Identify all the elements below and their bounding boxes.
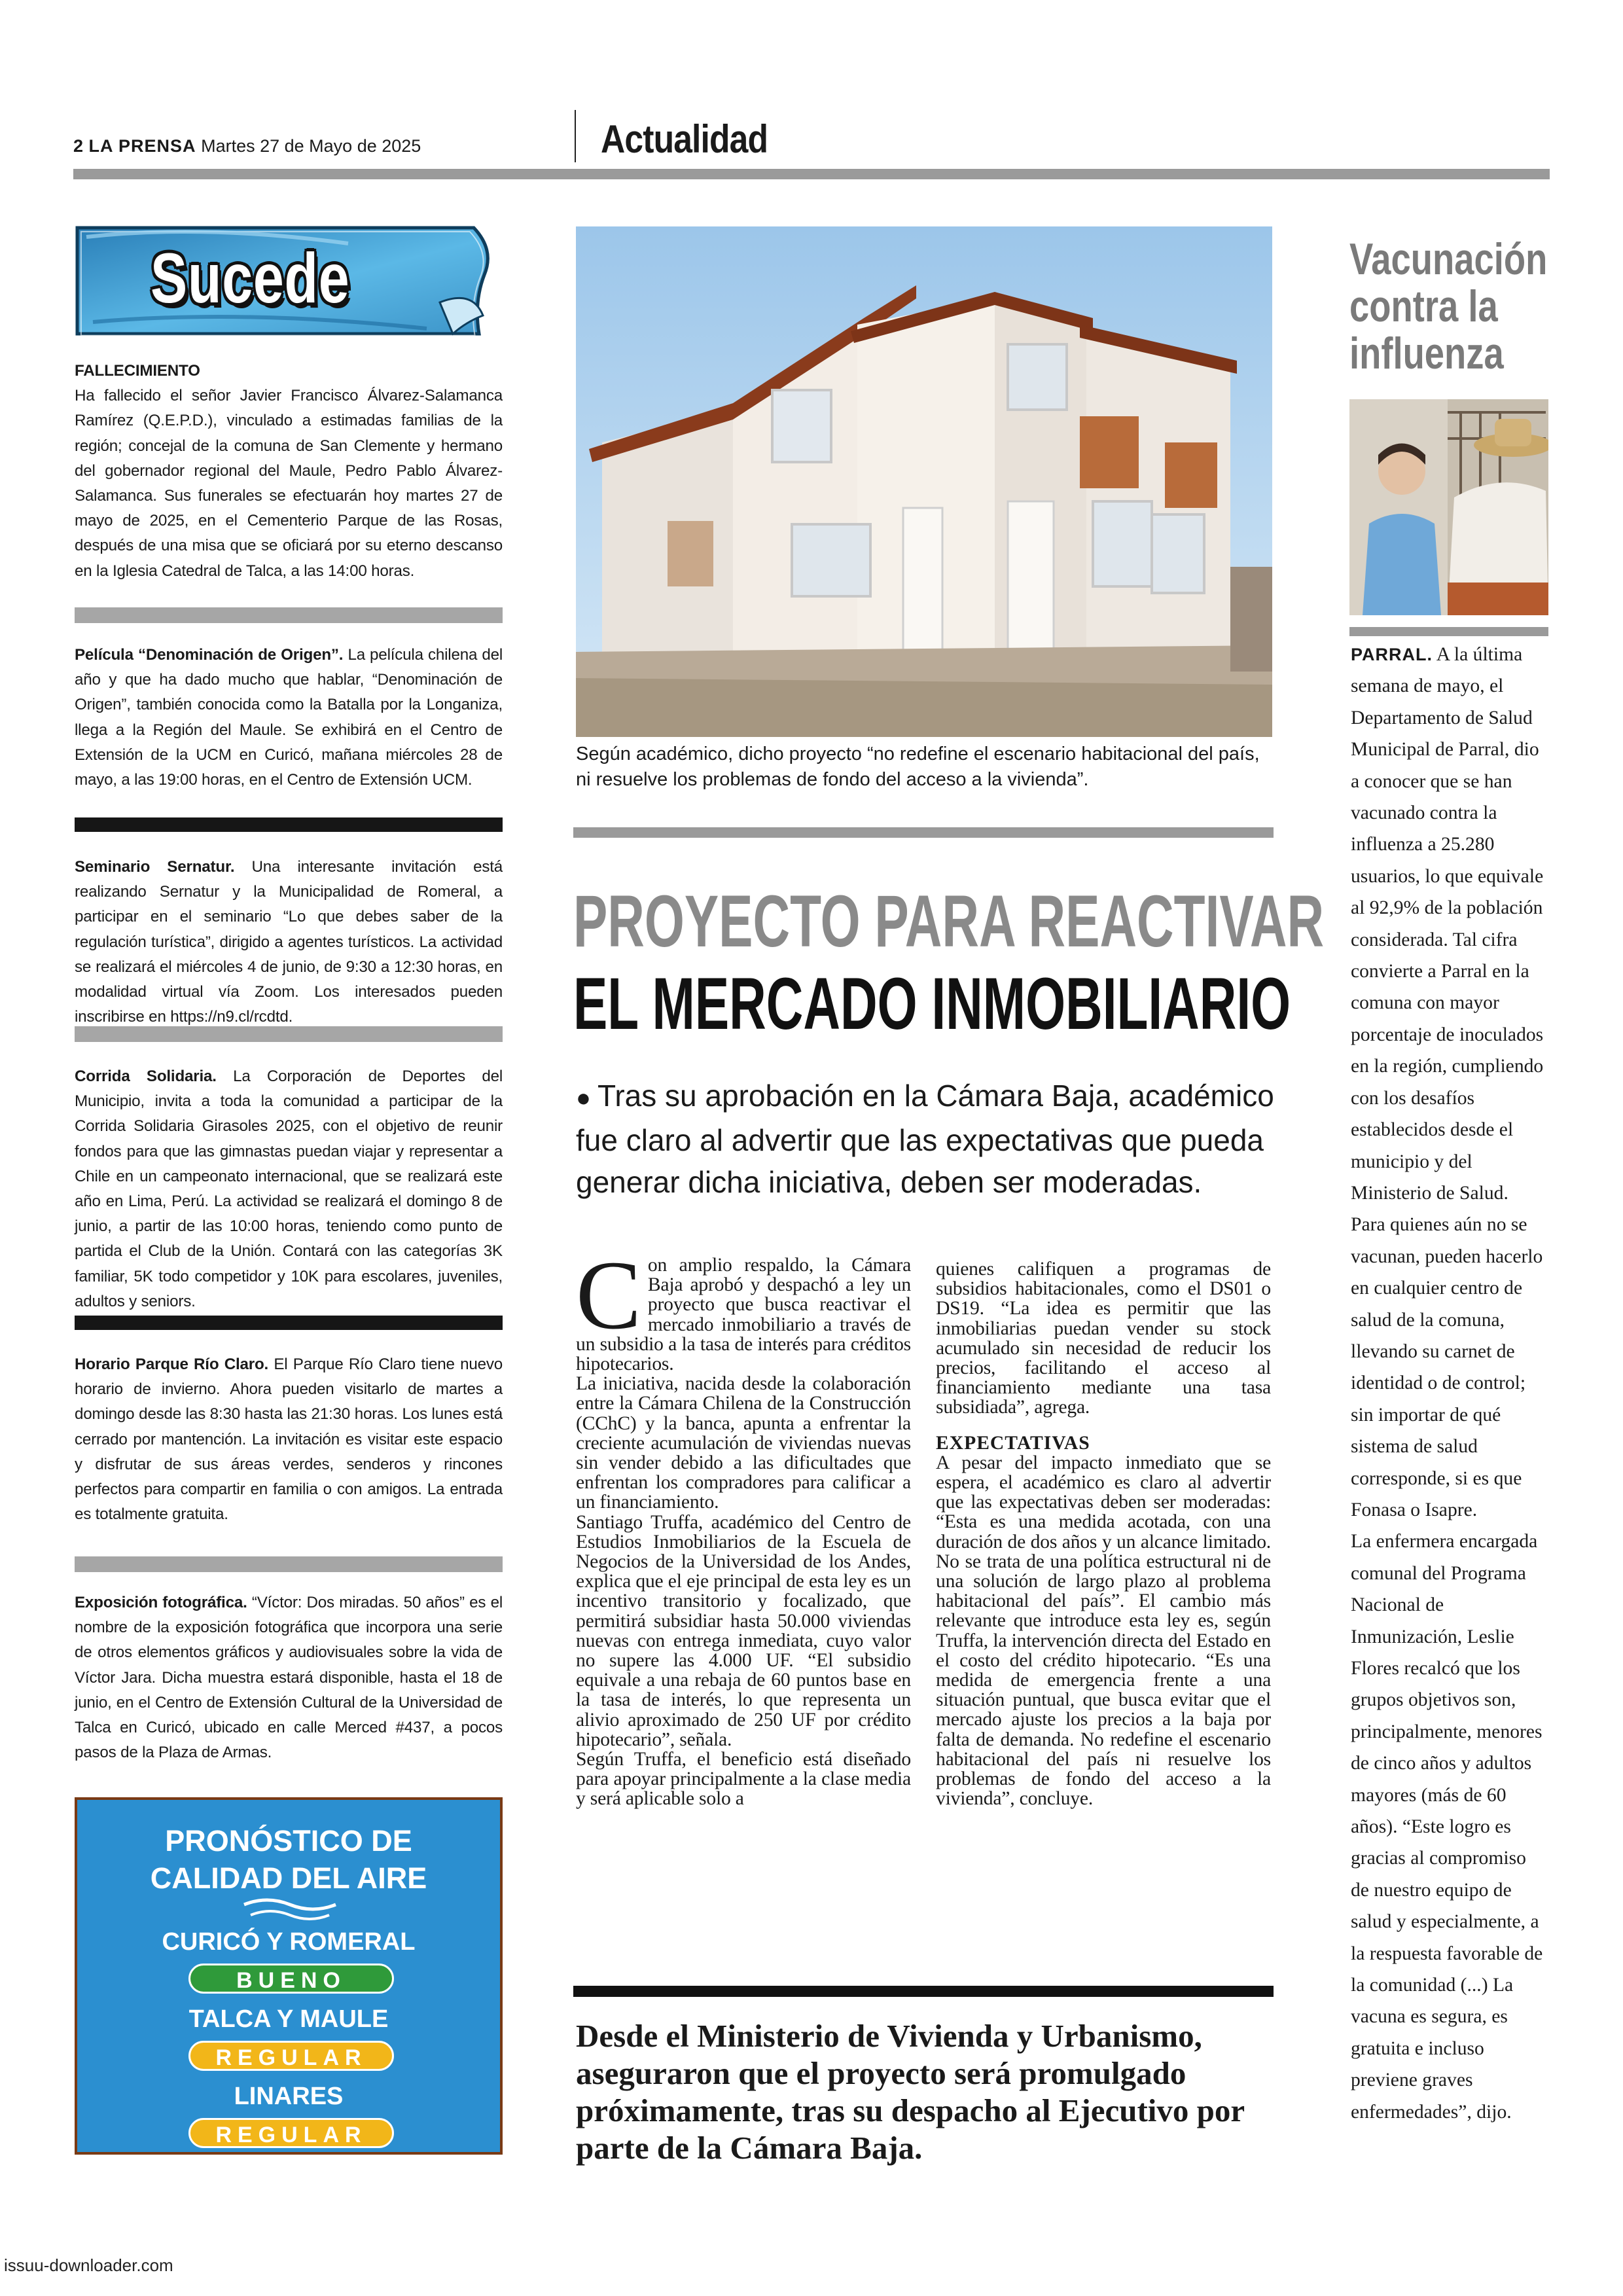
item-divider — [75, 817, 503, 832]
side-story-body — [1351, 639, 1547, 2128]
story-lead — [576, 1075, 1276, 1203]
air-quality-title — [77, 1822, 500, 1897]
story-column-1 — [576, 1241, 911, 1810]
issue-date: Martes 27 de Mayo de 2025 — [201, 136, 421, 156]
paragraph: on amplio respaldo, la Cámara Baja aprobó y despachó a ley un proyecto que busca reactivar el mercado inmobiliario a través de un subsidio a la tasa de interés para créditos hipotecarios. — [576, 1255, 911, 1375]
item-divider — [75, 1026, 503, 1042]
item-text: La Corporación de Deportes del Municipio, invita a toda la comunidad a participar de la Corrida Solidaria Girasoles 2025, con el objetivo de reunir fondos para que las gimnastas puedan viajar y representar a Chile en un campeonato internacional, que se realizará este año en Lima, Perú. La actividad se realizará el domingo 8 de junio, a partir de las 10:00 horas, teniendo como punto de partida el Club de la Unión. Contará con las categorías 3K familiar, 5K todo competidor y 10K para escolares, juveniles, adultos y seniors. — [75, 1067, 503, 1310]
paragraph: Santiago Truffa, académico del Centro de Estudios Inmobiliarios de la Escuela de Negocios de la Universidad de los Andes, explica que el eje principal de esta ley es un incentivo transitorio y focalizado, que permitirá subsidiar hasta 50.000 viviendas nuevas con entrega inmediata, cuyo valor no supere las 4.000 UF. “El subsidio equivale a una rebaja de 60 puntos base en la tasa de interés, lo que representa un alivio aproximado de 250 UF por crédito hipotecario”, señala. — [576, 1511, 911, 1750]
sucede-item-pelicula — [75, 643, 503, 793]
sucede-item-parque — [75, 1352, 503, 1527]
item-heading: Película “Denominación de Origen”. — [75, 646, 344, 664]
townhouse-illustration — [576, 226, 1272, 737]
item-divider — [75, 1556, 503, 1572]
bullet-icon: ● — [576, 1085, 591, 1112]
zone-status-badge: REGULAR — [188, 2118, 394, 2148]
paragraph: Según Truffa, el beneficio está diseñado para apoyar principalmente a la clase media y será aplicable solo a — [576, 1749, 911, 1810]
paragraph: La enfermera encargada comunal del Programa Nacional de Inmunización, Leslie Flores recalcó que los grupos objetivos son, principalmente, menores de cinco años y adultos mayores (más de 60 años). “Este logro es gracias al compromiso de nuestro equipo de salud y especialmente, a la respuesta favorable de la comunidad (...) La vacuna es segura, es gratuita e incluso previene graves enfermedades”, dijo. — [1351, 1531, 1543, 2123]
pull-quote: Desde el Ministerio de Vivienda y Urbanismo, aseguraron que el proyecto será promulgado próximamente, tras su despacho al Ejecutivo por parte de la Cámara Baja. — [576, 2018, 1245, 2166]
zone-name: CURICÓ Y ROMERAL — [162, 1928, 416, 1956]
side-title-line1: Vacunación — [1349, 234, 1548, 284]
headline-line2: EL MERCADO INMOBILIARIO — [573, 963, 1291, 1045]
sucede-title: Sucede — [151, 238, 350, 317]
item-text: Ha fallecido el señor Javier Francisco Álvarez-Salamanca Ramírez (Q.E.P.D.), vinculado a estimadas familias de la región; concejal de la comuna de San Clemente y hermano del gobernador regional del Maule, Pedro Pablo Álvarez-Salamanca. Sus funerales se efectuarán hoy martes 27 de mayo de 2025, en el Cementerio Parque de las Rosas, después de una misa que se oficiará por su eterno descanso en la Iglesia Catedral de Talca, a las 14:00 horas. — [75, 387, 503, 580]
sucede-item-seminario — [75, 855, 503, 1030]
vaccination-illustration — [1349, 399, 1548, 615]
side-story-rule — [1349, 627, 1548, 636]
vaccination-photo — [1349, 399, 1548, 615]
zone-name: TALCA Y MAULE — [188, 2005, 389, 2033]
header-divider — [575, 110, 576, 162]
item-text: La película chilena del año y que ha dado mucho que hablar, “Denominación de Origen”, también conocida como la Batalla por la Longaniza, llega a la Región del Maule. Se exhibirá en el Centro de Extensión de la UCM en Curicó, mañana miércoles 28 de mayo, a las 19:00 horas, en el Centro de Extensión UCM. — [75, 646, 503, 789]
subhead: EXPECTATIVAS — [936, 1432, 1090, 1454]
housing-photo — [576, 226, 1272, 737]
paragraph: A pesar del impacto inmediato que se espera, el académico es claro al advertir que las expectativas deben ser moderadas: “Esta es una medida acotada, con una duración de dos años y un alcance limitado. No se trata de una política estructural ni de una solución de largo plazo al problema habitacional del país”. El cambio más relevante que introduce esta ley es, según Truffa, la intervención directa del Estado en el costo del crédito hipotecario. “Es una medida de emergencia frente a una situación puntual, que busca evitar que el mercado ajuste los precios a la baja por falta de demanda. No redefine el escenario habitacional del país ni resuelve los problemas de fondo del acceso a la vivienda”, concluye. — [936, 1452, 1271, 1810]
air-quality-title-line2: CALIDAD DEL AIRE — [150, 1861, 427, 1895]
item-divider — [75, 1316, 503, 1330]
item-heading: Horario Parque Río Claro. — [75, 1355, 269, 1373]
paper-name: LA PRENSA — [88, 136, 196, 156]
side-title-line2: contra la — [1349, 281, 1498, 331]
paragraph: quienes califiquen a programas de subsidios habitacionales, como el DS01 o DS19. “La idea es permitir que las inmobiliarias puedan vender su stock acumulado sin necesidad de reducir los precios, facilitando el acceso al financiamiento mediante una tasa subsidiada”, agrega. — [936, 1259, 1271, 1418]
sucede-item-corrida — [75, 1064, 503, 1314]
page-header — [73, 136, 421, 156]
air-quality-title-line1: PRONÓSTICO DE — [165, 1824, 412, 1857]
item-heading: Seminario Sernatur. — [75, 858, 235, 876]
item-heading: Corrida Solidaria. — [75, 1067, 217, 1085]
watermark: issuu-downloader.com — [4, 2255, 173, 2275]
drop-cap: C — [576, 1241, 641, 1350]
sucede-item-exposicion — [75, 1590, 503, 1765]
zone-status-badge: REGULAR — [188, 2041, 394, 2071]
item-text: El Parque Río Claro tiene nuevo horario de invierno. Ahora pueden visitarlo de martes a domingo desde las 8:30 hasta las 21:30 horas. Los lunes está cerrado por mantención. La invitación es visitar este espacio y disfrutar de sus áreas verdes, senderos y rincones perfectos para compartir en familia o con amigos. La entrada es totalmente gratuita. — [75, 1355, 503, 1524]
section-title: Actualidad — [601, 117, 768, 161]
sucede-banner — [73, 224, 497, 338]
quote-rule — [573, 1986, 1274, 1997]
story-top-rule — [573, 827, 1274, 838]
item-heading: FALLECIMIENTO — [75, 362, 200, 380]
dateline: PARRAL. — [1351, 645, 1433, 664]
side-story-title — [1349, 234, 1548, 378]
item-text: Una interesante invitación está realizando Sernatur y la Municipalidad de Romeral, a participar en el seminario “Lo que debes saber de la regulación turística”, dirigido a agentes turísticos. La actividad se realizará el miércoles 4 de junio, de 9:30 a 12:30 horas, en modalidad virtual vía Zoom. Los interesados pueden inscribirse en https://n9.cl/rcdtd. — [75, 858, 503, 1026]
story-column-2 — [936, 1259, 1271, 1808]
item-divider — [75, 607, 503, 623]
paragraph: A la última semana de mayo, el Departamento de Salud Municipal de Parral, dio a conocer que se han vacunado contra la influenza a 25.280 usuarios, lo que equivale al 92,9% de la población considerada. Tal cifra convierte a Parral en la comuna con mayor porcentaje de inoculados en la región, cumpliendo con los desafíos establecidos desde el municipio y del Ministerio de Salud. — [1351, 644, 1544, 1204]
headline-line1: PROYECTO PARA REACTIVAR — [573, 880, 1325, 962]
paragraph: La iniciativa, nacida desde la colaboración entre la Cámara Chilena de la Construcción (CChC) y la banca, apunta a enfrentar la creciente acumulación de viviendas nuevas sin vender debido a las dificultades que enfrentan los compradores para calificar a un financiamiento. — [576, 1373, 911, 1513]
air-quality-box — [75, 1797, 503, 2155]
page-number: 2 — [73, 136, 84, 156]
wind-wave-icon — [241, 1895, 339, 1922]
photo-caption: Según académico, dicho proyecto “no redefine el escenario habitacional del país, ni resuelve los problemas de fondo del acceso a la vivienda”. — [576, 744, 1260, 790]
sucede-item-fallecimiento — [75, 359, 503, 584]
header-rule — [73, 169, 1550, 179]
item-text: “Víctor: Dos miradas. 50 años” es el nombre de la exposición fotográfica que incorpora una serie de otros elementos gráficos y audiovisuales sobre la vida de Víctor Jara. Dicha muestra estará disponible, hasta el 18 de junio, en el Centro de Extensión Cultural de la Universidad de Talca en Curicó, ubicado en calle Merced #437, a pocos pasos de la Plaza de Armas. — [75, 1594, 503, 1762]
item-heading: Exposición fotográfica. — [75, 1594, 247, 1611]
lead-text: Tras su aprobación en la Cámara Baja, académico fue claro al advertir que las expectativas que pueda generar dicha iniciativa, deben ser moderadas. — [576, 1079, 1274, 1199]
paragraph: Para quienes aún no se vacunan, pueden hacerlo en cualquier centro de salud de la comuna, llevando su carnet de identidad o de control; sin importar de qué sistema de salud corresponde, si es que Fonasa o Isapre. — [1351, 1214, 1543, 1520]
side-title-line3: influenza — [1349, 329, 1504, 378]
zone-name: LINARES — [234, 2083, 344, 2110]
zone-status-badge: BUENO — [188, 1964, 394, 1994]
